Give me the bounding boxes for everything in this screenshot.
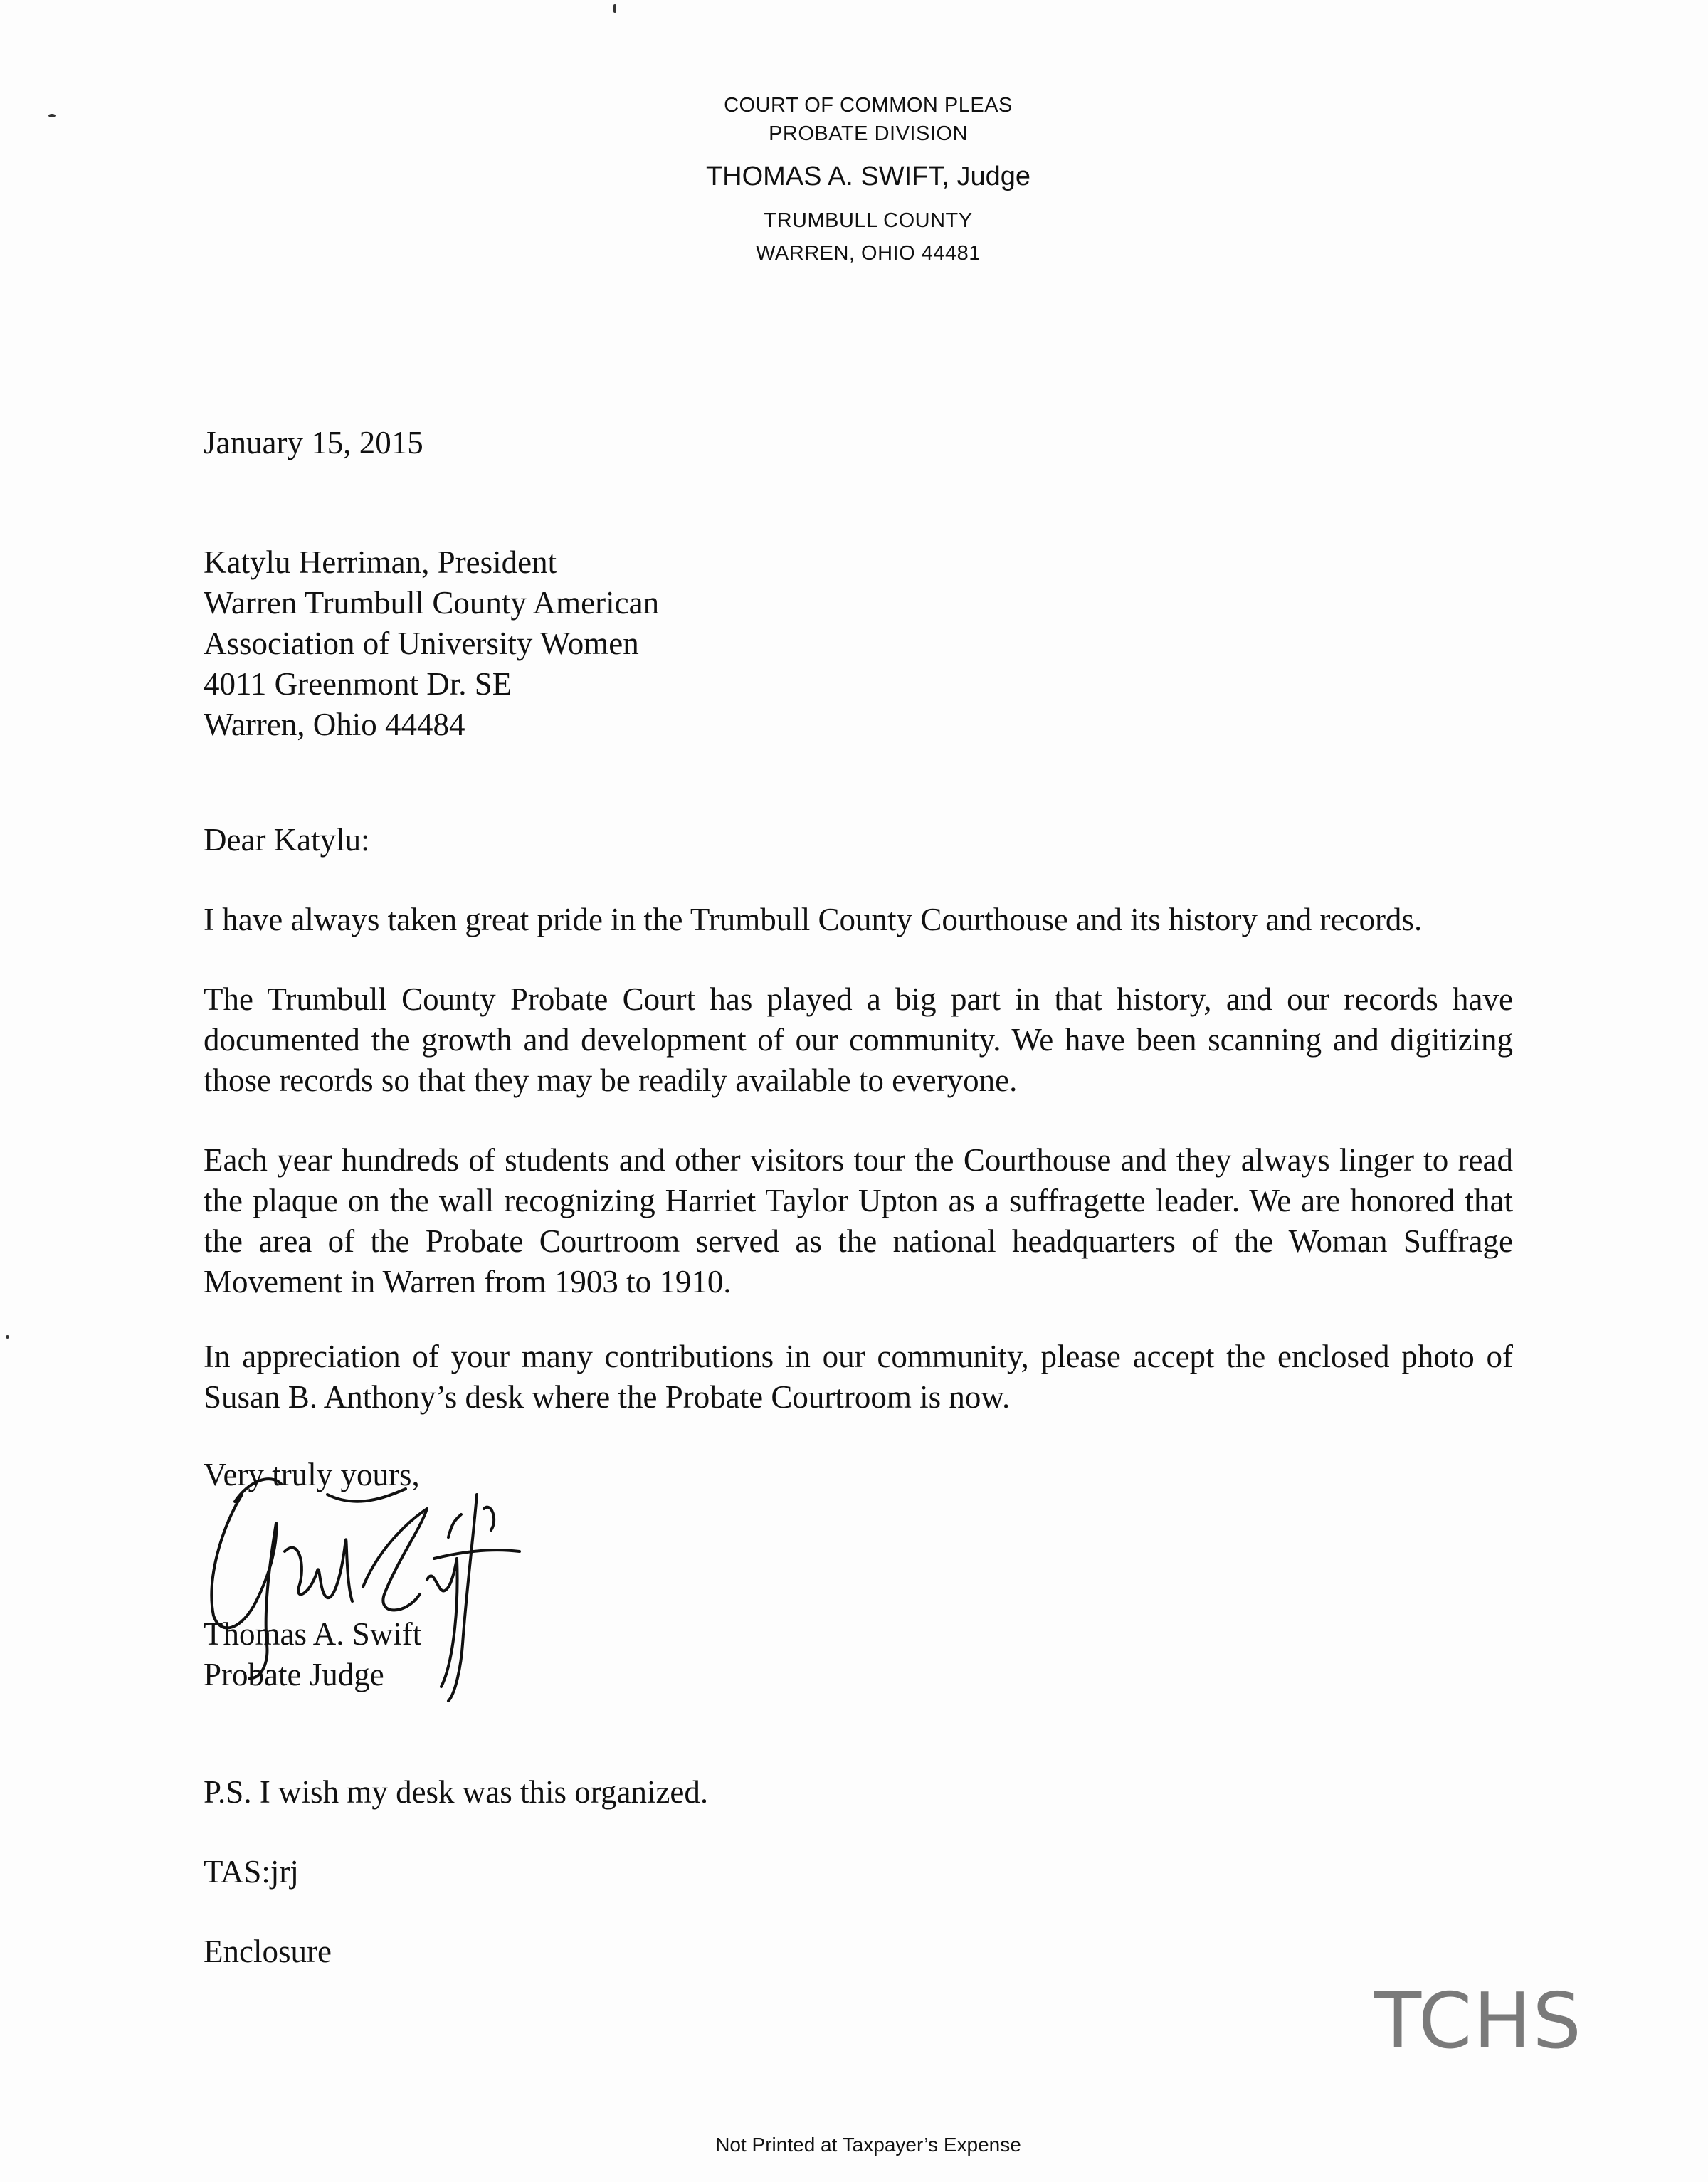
tchs-watermark: TCHS <box>1374 1977 1583 2066</box>
recipient-line: Warren, Ohio 44484 <box>204 707 465 742</box>
body-paragraph: The Trumbull County Probate Court has played a big part in that history, and our records have documented the growth and development of our community. We have been scanning and digitizing those records so that they may be readily available to everyone. <box>204 981 1513 1098</box>
recipient-line: Association of University Women <box>204 626 639 661</box>
body-paragraph: I have always taken great pride in the Trumbull County Courthouse and its history and records. <box>204 902 1423 937</box>
recipient-line: Katylu Herriman, President <box>204 544 557 580</box>
letterhead-court: COURT OF COMMON PLEAS <box>724 94 1013 117</box>
letter-date: January 15, 2015 <box>204 425 423 460</box>
footer-note: Not Printed at Taxpayer’s Expense <box>715 2134 1021 2156</box>
recipient-line: 4011 Greenmont Dr. SE <box>204 666 512 702</box>
letterhead-city: WARREN, OHIO 44481 <box>756 242 981 265</box>
scan-speck <box>613 4 616 13</box>
recipient-line: Warren Trumbull County American <box>204 585 660 621</box>
scan-speck <box>6 1335 9 1339</box>
typist-initials: TAS:jrj <box>204 1854 299 1890</box>
letterhead-county: TRUMBULL COUNTY <box>764 209 973 232</box>
recipient-address <box>204 542 1513 745</box>
closing: Very truly yours, <box>204 1457 420 1492</box>
signer-title: Probate Judge <box>204 1657 384 1692</box>
body-paragraph: Each year hundreds of students and other visitors tour the Courthouse and they always linger to read the plaque on the wall recognizing Harriet Taylor Upton as a suffragette leader. We are honored that the area of the Probate Courtroom served as the national headquarters of the Woman Suffrage Movement in Warren from 1903 to 1910. <box>204 1142 1513 1300</box>
postscript: P.S. I wish my desk was this organized. <box>204 1774 709 1810</box>
signer-block <box>204 1614 1513 1695</box>
enclosure-note: Enclosure <box>204 1934 332 1969</box>
letterhead <box>0 91 1708 268</box>
letterhead-judge: THOMAS A. SWIFT, Judge <box>705 162 1031 191</box>
salutation: Dear Katylu: <box>204 822 370 858</box>
body-paragraph: In appreciation of your many contributions in our community, please accept the enclosed photo of Susan B. Anthony’s desk where the Probate Courtroom is now. <box>204 1339 1513 1415</box>
signer-name: Thomas A. Swift <box>204 1616 422 1652</box>
letterhead-division: PROBATE DIVISION <box>769 122 968 145</box>
